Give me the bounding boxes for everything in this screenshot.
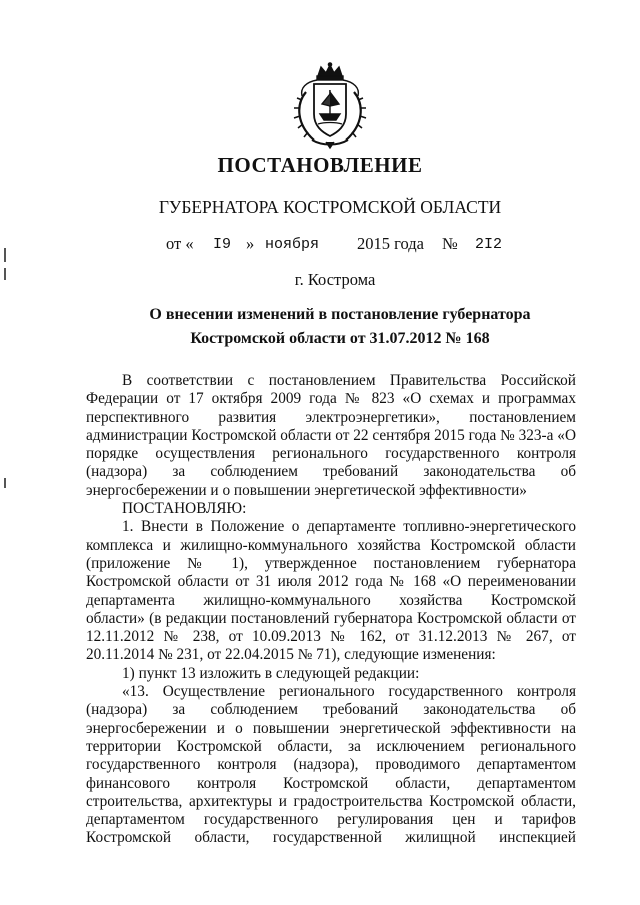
body-line: строительства, архитектуры и градостроительства Костромской области, bbox=[86, 792, 576, 810]
body-line: департамента жилищно-коммунального хозяйства Костромской bbox=[86, 591, 576, 609]
body-line: порядке осуществления регионального государственного контроля bbox=[86, 445, 576, 463]
document-number: 2I2 bbox=[475, 236, 503, 253]
city: г. Кострома bbox=[294, 270, 376, 289]
date-close-quote: » bbox=[246, 234, 255, 253]
body-line: (надзора) за соблюдением требований законодательства об bbox=[86, 701, 576, 719]
body-line: ПОСТАНОВЛЯЮ: bbox=[122, 500, 247, 518]
scan-margin-mark bbox=[4, 478, 6, 488]
scan-margin-mark bbox=[4, 248, 6, 262]
body-line: Костромской области от 31 июля 2012 года № 168 «О переименовании bbox=[86, 573, 576, 591]
date-prefix: от « bbox=[166, 234, 194, 253]
body-line: территории Костромской области, за исключением регионального bbox=[86, 737, 576, 755]
body-line: 20.11.2014 № 231, от 22.04.2015 № 71), следующие изменения: bbox=[86, 646, 496, 664]
body-line: (надзора) за соблюдением требований законодательства об bbox=[86, 463, 576, 481]
body-line: энергосбережении и о повышении энергетической эффективности на bbox=[86, 719, 576, 737]
body-line: «13. Осуществление регионального государственного контроля bbox=[122, 683, 576, 701]
date-year: 2015 года bbox=[357, 234, 424, 253]
coat-of-arms-emblem bbox=[290, 62, 370, 150]
number-label: № bbox=[442, 234, 458, 253]
body-line: Костромской области, государственной жилищной инспекцией bbox=[86, 829, 576, 847]
body-line: В соответствии с постановлением Правительства Российской bbox=[122, 372, 576, 389]
heading-line: О внесении изменений в постановление губернатора bbox=[149, 306, 531, 323]
body-line: департаментом государственного регулирования цен и тарифов bbox=[86, 811, 576, 829]
body-line: 12.11.2012 № 238, от 10.09.2013 № 162, от 31.12.2013 № 267, от bbox=[86, 628, 576, 646]
date-month: ноября bbox=[265, 236, 320, 253]
body-line: (приложение № 1), утвержденное постановлением губернатора bbox=[86, 554, 576, 572]
body-line: перспективного развития электроэнергетики», постановлением bbox=[86, 408, 576, 426]
body-line: области» (в редакции постановлений губернатора Костромской области от bbox=[86, 609, 576, 627]
body-line: 1. Внести в Положение о департаменте топливно-энергетического bbox=[122, 518, 576, 536]
document-issuer: ГУБЕРНАТОРА КОСТРОМСКОЙ ОБЛАСТИ bbox=[158, 197, 502, 217]
body-line: государственного контроля (надзора), проводимого департаментом bbox=[86, 756, 576, 774]
document-heading bbox=[110, 303, 570, 351]
body-line: 1) пункт 13 изложить в следующей редакции: bbox=[122, 664, 420, 682]
date-day: I9 bbox=[213, 236, 232, 253]
body-line: энергосбережении и о повышении энергетической эффективности» bbox=[86, 481, 527, 499]
body-line: финансового контроля Костромской области, департаментом bbox=[86, 774, 576, 792]
body-line: комплекса и жилищно-коммунального хозяйства Костромской области bbox=[86, 536, 576, 554]
heading-line: Костромской области от 31.07.2012 № 168 bbox=[190, 330, 490, 347]
body-line: Федерации от 17 октября 2009 года № 823 «О схемах и программах bbox=[86, 390, 576, 408]
body-line: администрации Костромской области от 22 сентября 2015 года № 323-а «О bbox=[86, 426, 576, 444]
document-body bbox=[86, 372, 576, 848]
document-title: ПОСТАНОВЛЕНИЕ bbox=[217, 153, 423, 177]
